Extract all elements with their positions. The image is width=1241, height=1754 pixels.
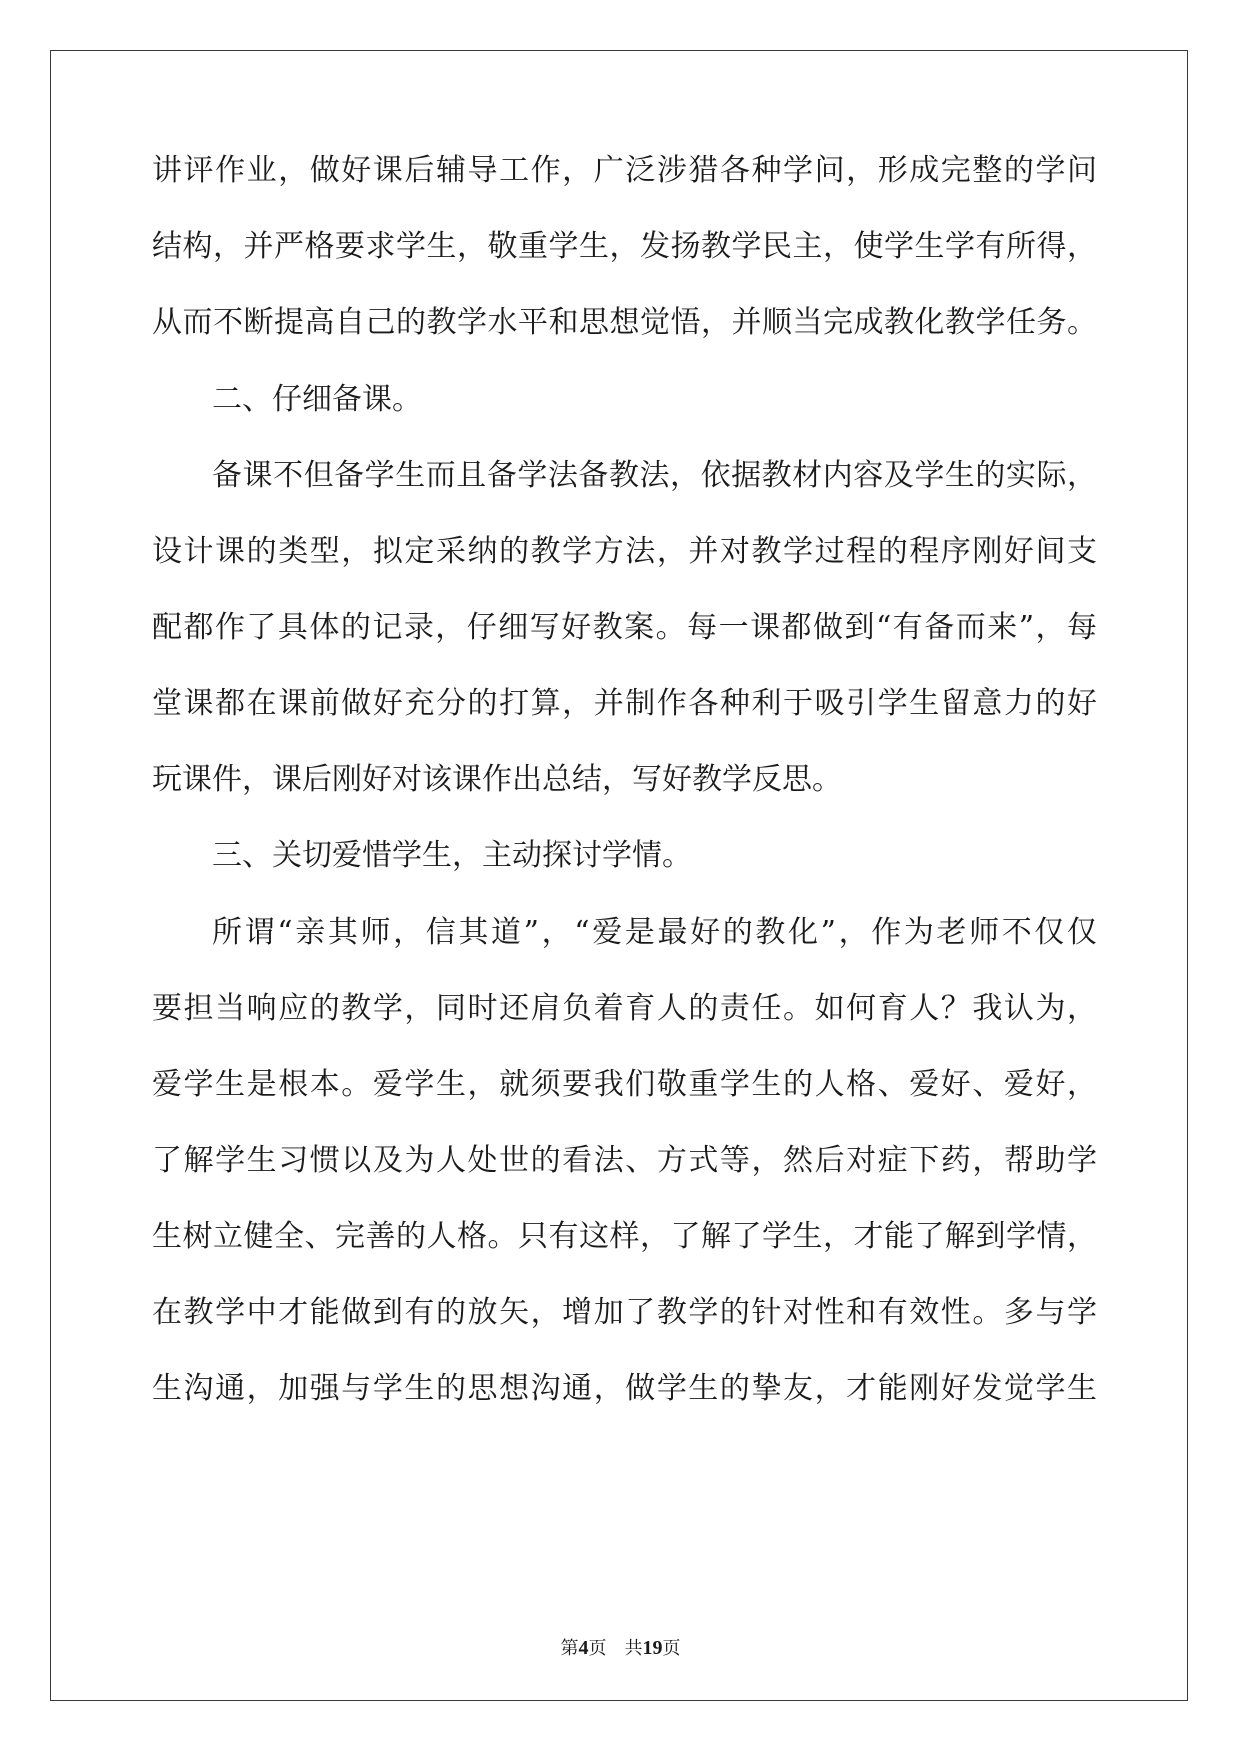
text-line: 从而不断提高自己的教学水平和思想觉悟，并顺当完成教化教学任务。 xyxy=(152,305,1097,340)
text-line: 在教学中才能做到有的放矢，增加了教学的针对性和有效性。多与学 xyxy=(152,1295,1097,1330)
text-line: 结构，并严格要求学生，敬重学生，发扬教学民主，使学生学有所得， xyxy=(152,229,1097,264)
total-pages: 19 xyxy=(642,1637,663,1659)
text-line: 爱学生是根本。爱学生，就须要我们敬重学生的人格、爱好、爱好， xyxy=(152,1067,1097,1102)
total-prefix: 共 xyxy=(624,1638,643,1659)
text-line: 设计课的类型，拟定采纳的教学方法，并对教学过程的程序刚好间支 xyxy=(152,534,1097,569)
page-number: 4 xyxy=(578,1637,589,1659)
text-line: 堂课都在课前做好充分的打算，并制作各种利于吸引学生留意力的好 xyxy=(152,686,1097,721)
text-line: 生树立健全、完善的人格。只有这样，了解了学生，才能了解到学情， xyxy=(152,1219,1097,1254)
text-line: 讲评作业，做好课后辅导工作，广泛涉猎各种学问，形成完整的学问 xyxy=(152,153,1097,188)
text-line: 玩课件，课后刚好对该课作出总结，写好教学反思。 xyxy=(152,762,842,797)
text-line: 生沟通，加强与学生的思想沟通，做学生的挚友，才能刚好发觉学生 xyxy=(152,1371,1097,1406)
page-prefix: 第 xyxy=(560,1638,579,1659)
text-line: 所谓“亲其师，信其道”，“爱是最好的教化”，作为老师不仅仅 xyxy=(212,915,1097,950)
page-footer xyxy=(0,1634,1241,1660)
text-line: 要担当响应的教学，同时还肩负着育人的责任。如何育人？我认为， xyxy=(152,991,1097,1026)
text-line: 备课不但备学生而且备学法备教法，依据教材内容及学生的实际， xyxy=(212,458,1097,493)
section-heading: 二、仔细备课。 xyxy=(212,382,422,417)
section-heading: 三、关切爱惜学生，主动探讨学情。 xyxy=(212,838,692,873)
text-line: 配都作了具体的记录，仔细写好教案。每一课都做到“有备而来”，每 xyxy=(152,610,1097,645)
total-suffix: 页 xyxy=(662,1638,681,1659)
page-suffix: 页 xyxy=(588,1638,607,1659)
text-line: 了解学生习惯以及为人处世的看法、方式等，然后对症下药，帮助学 xyxy=(152,1143,1097,1178)
